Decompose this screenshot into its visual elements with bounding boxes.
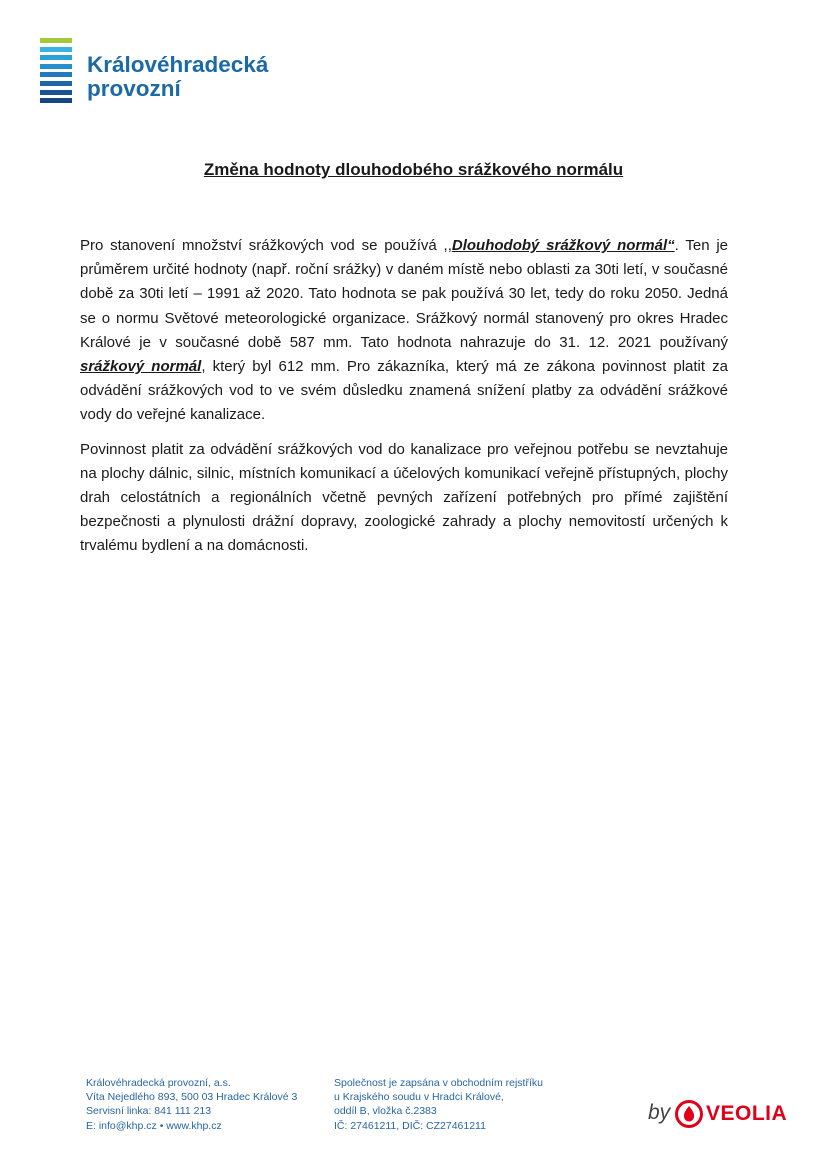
logo-stripe (40, 38, 72, 43)
paragraph-1-part-1: Pro stanovení množství srážkových vod se používá ,, (80, 237, 452, 254)
logo-stripe (40, 81, 72, 86)
footer-email-web: E: info@khp.cz • www.khp.cz (86, 1119, 222, 1132)
logo-line-1: Královéhradecká (87, 52, 269, 77)
document-title: Změna hodnoty dlouhodobého srážkového normálu (203, 160, 624, 179)
logo-wordmark (87, 53, 268, 101)
paragraph-1-part-2: . Ten je průměrem určité hodnoty (např. roční srážky) v daném místě nebo oblasti za 30ti letí, v současné době za 30ti letí – 1991 až 2020. Tato hodnota se pak používá 30 let, tedy do roku 2050. Jedná se o normu Světové meteorologické organizace. Srážkový normál stanovený pro okres Hradec Králové je v současné době 587 mm. Tato hodnota nahrazuje do 31. 12. 2021 používaný (80, 237, 729, 351)
term-normal: srážkový normál (80, 358, 202, 376)
footer-ids: IČ: 27461211, DIČ: CZ27461211 (334, 1119, 486, 1132)
paragraph-2: Povinnost platit za odvádění srážkových vod do kanalizace pro veřejnou potřebu se nevztahuje na plochy dálnic, silnic, místních komunikací a účelových komunikací veřejně přístupných, plochy drah celostátních a regionálních včetně pevných zařízení potřebných pro přímé zajištění bezpečnosti a plynulosti drážní dopravy, zoologické zahrady a plochy nemovitostí určených k trvalému bydlení a na domácnosti. (80, 440, 728, 555)
footer-company-name: Královéhradecká provozní, a.s. (86, 1077, 231, 1089)
footer-registration (334, 1076, 543, 1133)
footer-registry-line-3: oddíl B, vložka č.2383 (334, 1105, 437, 1118)
logo-stripe (40, 47, 72, 52)
logo-stripe (40, 72, 72, 77)
logo-line-2: provozní (87, 76, 181, 101)
document-body (80, 234, 728, 569)
term-long-term-normal: Dlouhodobý srážkový normál“ (451, 237, 675, 254)
footer-registry-line-2: u Krajského soudu v Hradci Králové, (334, 1091, 504, 1104)
paragraph-1 (80, 234, 728, 428)
logo-stripe (40, 98, 72, 103)
veolia-logo (648, 1100, 790, 1130)
veolia-wordmark: VEOLIA (706, 1102, 788, 1125)
logo-stripe (40, 64, 72, 69)
footer-contact (86, 1076, 297, 1133)
footer-address: Víta Nejedlého 893, 500 03 Hradec Králové 3 (86, 1091, 298, 1104)
logo-stripe (40, 90, 72, 95)
by-label: by (648, 1101, 671, 1124)
paragraph-1-part-3: , který byl 612 mm. Pro zákazníka, který má ze zákona povinnost platit za odvádění srážkových vod to ve svém důsledku znamená snížení platby za odvádění srážkové vody do veřejné kanalizace. (80, 358, 728, 424)
footer-registry-line-1: Společnost je zapsána v obchodním rejstříku (334, 1077, 543, 1089)
logo-stripes-icon (40, 38, 72, 107)
logo-stripe (40, 55, 72, 60)
footer-service-line: Servisní linka: 841 111 213 (86, 1105, 212, 1118)
veolia-emblem-icon (675, 1100, 703, 1128)
